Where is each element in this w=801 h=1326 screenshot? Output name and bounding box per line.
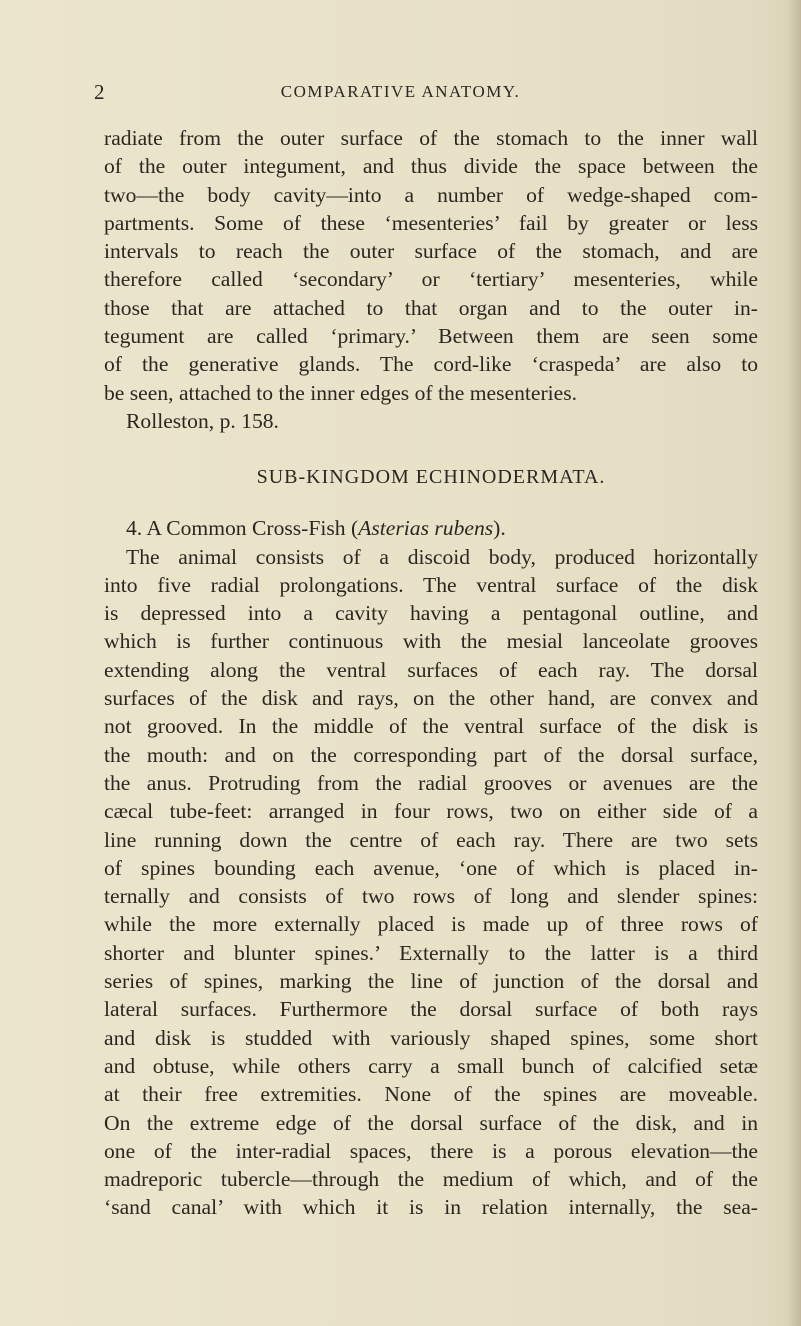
text-line: into five radial prolongations. The ventral surface of the disk [104,572,758,597]
item-title-suffix: ). [493,516,506,541]
text-line: be seen, attached to the inner edges of the mesenteries. [104,380,578,405]
text-line: of the generative glands. The cord-like ‘craspeda’ are also to [104,352,758,377]
page-header [0,80,801,110]
text-line: shorter and blunter spines.’ Externally to the latter is a third [104,940,758,965]
text-line: radiate from the outer surface of the stomach to the inner wall [104,126,758,150]
text-line: of spines bounding each avenue, ‘one of which is placed in- [104,855,758,880]
text-line: extending along the ventral surfaces of each ray. The dorsal [104,657,758,682]
text-line: ternally and consists of two rows of long and slender spines: [104,884,758,909]
text-line: those that are attached to that organ and to the outer in- [104,295,758,320]
text-line: while the more externally placed is made up of three rows of [104,912,758,937]
text-line: surfaces of the disk and rays, on the other hand, are convex and [104,686,758,711]
text-line: the mouth: and on the corresponding part of the dorsal surface, [104,742,758,767]
text-line: The animal consists of a discoid body, produced horizontally [126,544,758,569]
paragraph-1 [104,124,758,435]
text-line: partments. Some of these ‘mesenteries’ fail by greater or less [104,210,758,235]
item-title-prefix: 4. A Common Cross-Fish ( [126,516,359,541]
text-line: and obtuse, while others carry a small bunch of calcified setæ [104,1053,758,1078]
text-line: not grooved. In the middle of the ventral surface of the disk is [104,714,758,739]
body-text [104,124,758,1222]
citation-line: Rolleston, p. 158. [126,408,279,433]
page-number: 2 [94,80,105,104]
text-line: of the outer integument, and thus divide the space between the [104,154,758,179]
text-line: the anus. Protruding from the radial grooves or avenues are the [104,770,758,795]
text-line: therefore called ‘secondary’ or ‘tertiary’ mesenteries, while [104,267,758,292]
running-head: COMPARATIVE ANATOMY. [280,82,521,101]
text-line: On the extreme edge of the dorsal surface of the disk, and in [104,1110,758,1135]
text-line: one of the inter-radial spaces, there is a porous elevation—the [104,1138,758,1163]
text-line: line running down the centre of each ray. There are two sets [104,827,758,852]
item-title [104,514,758,542]
text-line: ‘sand canal’ with which it is in relation internally, the sea- [104,1195,758,1220]
text-line: madreporic tubercle—through the medium of which, and of the [104,1167,758,1192]
text-line: and disk is studded with variously shaped spines, some short [104,1025,758,1050]
page-edge-shadow [787,0,801,1326]
text-line: two—the body cavity—into a number of wedge-shaped com- [104,182,758,207]
text-line: lateral surfaces. Furthermore the dorsal surface of both rays [104,997,758,1022]
text-line: at their free extremities. None of the spines are moveable. [104,1082,758,1107]
text-line: series of spines, marking the line of junction of the dorsal and [104,969,758,994]
text-line: cæcal tube-feet: arranged in four rows, two on either side of a [104,799,758,824]
text-line: is depressed into a cavity having a pentagonal outline, and [104,601,758,626]
text-line: intervals to reach the outer surface of the stomach, and are [104,239,758,264]
text-line: tegument are called ‘primary.’ Between them are seen some [104,324,758,349]
species-name: Asterias rubens [358,516,494,541]
section-heading: SUB-KINGDOM ECHINODERMATA. [256,466,606,489]
paragraph-2 [104,514,758,1221]
text-line: which is further continuous with the mesial lanceolate grooves [104,629,758,654]
